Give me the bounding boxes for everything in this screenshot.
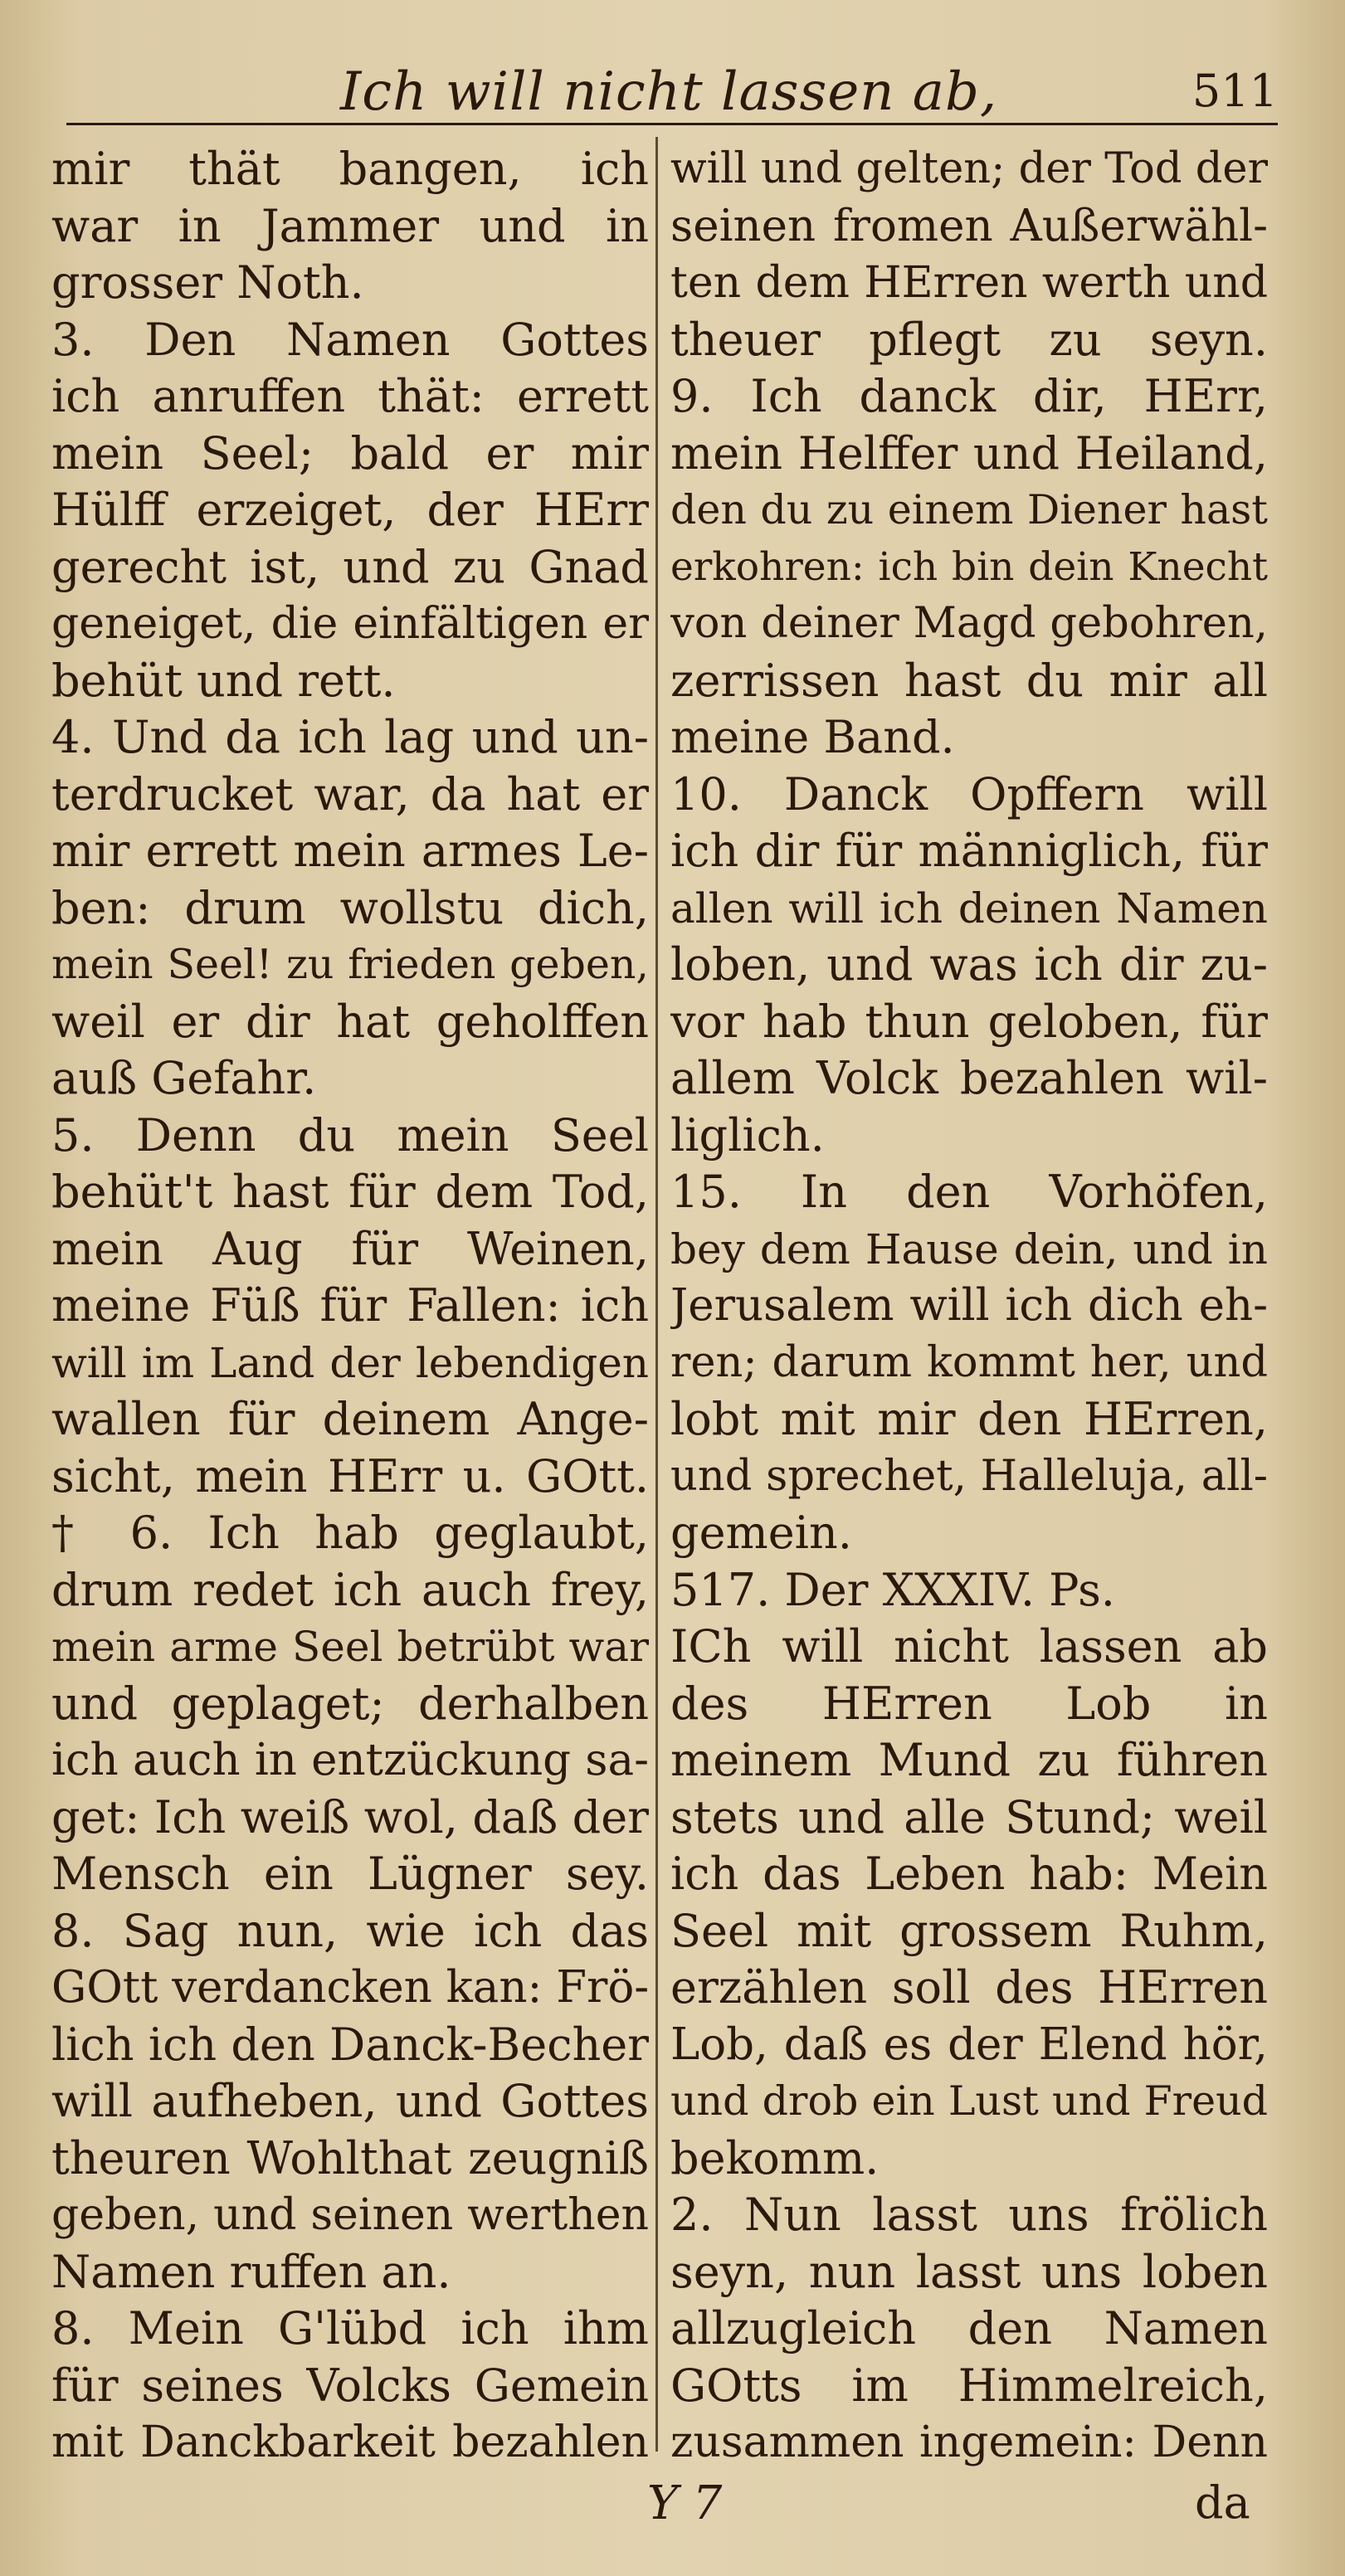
text-line: ten dem HErren werth und [670, 258, 1268, 308]
text-line: mit Danckbarkeit bezahlen [51, 2418, 649, 2467]
text-line: allen will ich deinen Namen [670, 884, 1268, 933]
text-line: bey dem Hause dein, und in [670, 1225, 1268, 1273]
text-line: zerrissen hast du mir all [670, 654, 1268, 707]
text-line: Namen ruffen an. [51, 2245, 451, 2298]
text-line: seinen fromen Außerwähl- [670, 200, 1268, 251]
text-line: Hülff erzeiget, der HErr [51, 484, 649, 536]
text-line: allem Volck bezahlen wil- [670, 1052, 1268, 1104]
text-line: meinem Mund zu führen [670, 1734, 1268, 1786]
text-line: ich auch in entzückung sa- [51, 1735, 649, 1785]
text-line: ich das Leben hab: Mein [670, 1848, 1268, 1900]
page-number: 511 [1191, 65, 1278, 117]
text-line: liglich. [670, 1108, 825, 1161]
text-line: stets und alle Stund; weil [670, 1790, 1268, 1843]
text-line: und geplaget; derhalben [51, 1677, 649, 1730]
text-line: mein Seel; bald er mir [51, 426, 649, 480]
text-line: Jerusalem will ich dich eh- [670, 1280, 1268, 1331]
text-line: behüt't hast für dem Tod, [51, 1166, 649, 1218]
text-line: meine Band. [670, 711, 955, 763]
text-line: ren; darum kommt her, und [670, 1337, 1268, 1387]
text-line: mein Seel! zu frieden geben, [51, 941, 649, 988]
text-line: mir errett mein armes Le- [51, 825, 649, 877]
text-line: mir thät bangen, ich [51, 143, 649, 195]
text-line: vor hab thun geloben, für [670, 995, 1268, 1048]
text-line: seyn, nun lasst uns loben [670, 2245, 1268, 2298]
text-line: und sprechet, Halleluja, all- [670, 1451, 1268, 1501]
text-line: auß Gefahr. [51, 1052, 317, 1104]
page-footer [0, 2476, 1345, 2543]
text-line: 8. Sag nun, wie ich das [51, 1904, 649, 1957]
text-line: Mensch ein Lügner sey. [51, 1848, 649, 1900]
running-title: Ich will nicht lassen ab, [340, 61, 998, 123]
text-line: geben, und seinen werthen [51, 2190, 649, 2240]
text-line: sicht, mein HErr u. GOtt. [51, 1449, 649, 1502]
text-line: allzugleich den Namen [670, 2302, 1268, 2354]
header-rule [66, 123, 1278, 125]
text-line: bekomm. [670, 2131, 880, 2184]
text-line: 9. Ich danck dir, HErr, [670, 370, 1268, 422]
column-divider [655, 137, 658, 2452]
text-line: erkohren: ich bin dein Knecht [670, 543, 1268, 590]
text-line: drum redet ich auch frey, [51, 1563, 649, 1616]
text-line: theuren Wohlthat zeugniß [51, 2131, 649, 2184]
text-line: war in Jammer und in [51, 199, 649, 252]
right-column [670, 141, 1268, 2471]
text-line: † 6. Ich hab geglaubt, [51, 1507, 649, 1559]
text-line: wallen für deinem Ange- [51, 1393, 649, 1445]
text-line: mein Helffer und Heiland, [670, 426, 1268, 480]
text-line: gemein. [670, 1507, 852, 1559]
text-line: lobt mit mir den HErren, [670, 1393, 1268, 1445]
text-line: und drob ein Lust und Freud [670, 2077, 1268, 2125]
text-line: 4. Und da ich lag und un- [51, 711, 649, 763]
text-line: GOtts im Himmelreich, [670, 2359, 1268, 2412]
text-line: für seines Volcks Gemein [51, 2359, 649, 2412]
catchword: da [1195, 2476, 1250, 2529]
text-line: 3. Den Namen Gottes [51, 313, 649, 366]
text-line: will im Land der lebendigen [51, 1338, 649, 1387]
text-line: terdrucket war, da hat er [51, 767, 649, 821]
text-line: ben: drum wollstu dich, [51, 881, 649, 934]
text-line: behüt und rett. [51, 654, 396, 707]
text-line: ICh will nicht lassen ab [670, 1620, 1268, 1673]
text-line: 8. Mein G'lübd ich ihm [51, 2302, 649, 2354]
text-line: ich anruffen thät: errett [51, 370, 649, 422]
text-line: den du zu einem Diener hast [670, 486, 1268, 533]
text-line: theuer pflegt zu seyn. [670, 313, 1268, 366]
text-line: 2. Nun lasst uns frölich [670, 2189, 1268, 2241]
text-line: will aufheben, und Gottes [51, 2075, 649, 2127]
text-line: gerecht ist, und zu Gnad [51, 540, 649, 593]
text-line: des HErren Lob in [670, 1677, 1268, 1730]
text-line: loben, und was ich dir zu- [670, 938, 1268, 991]
text-line: 10. Danck Opffern will [670, 767, 1268, 821]
text-line: will und gelten; der Tod der [670, 144, 1268, 193]
text-line: 5. Denn du mein Seel [51, 1108, 649, 1161]
signature-mark: Y 7 [647, 2476, 723, 2530]
text-line: erzählen soll des HErren [670, 1961, 1268, 2014]
text-line: zusammen ingemein: Denn [670, 2418, 1268, 2467]
text-line: grosser Noth. [51, 256, 364, 309]
text-line: get: Ich weiß wol, daß der [51, 1790, 649, 1843]
text-line: lich ich den Danck-Becher [51, 2018, 649, 2071]
text-line: ich dir für männiglich, für [670, 825, 1268, 877]
text-line: Lob, daß es der Elend hör, [670, 2018, 1268, 2070]
text-line: GOtt verdancken kan: Frö- [51, 1962, 649, 2013]
text-line: Seel mit grossem Ruhm, [670, 1904, 1268, 1957]
text-line: meine Füß für Fallen: ich [51, 1279, 649, 1332]
running-header [66, 58, 1278, 133]
text-line: von deiner Magd gebohren, [670, 599, 1268, 648]
text-line: mein Aug für Weinen, [51, 1222, 649, 1275]
text-line: 15. In den Vorhöfen, [670, 1166, 1268, 1218]
text-line: 517. Der XXXIV. Ps. [670, 1563, 1115, 1616]
left-column [51, 141, 649, 2471]
text-line: mein arme Seel betrübt war [51, 1623, 649, 1671]
text-line: weil er dir hat geholffen [51, 995, 649, 1048]
text-line: geneiget, die einfältigen er [51, 599, 649, 649]
